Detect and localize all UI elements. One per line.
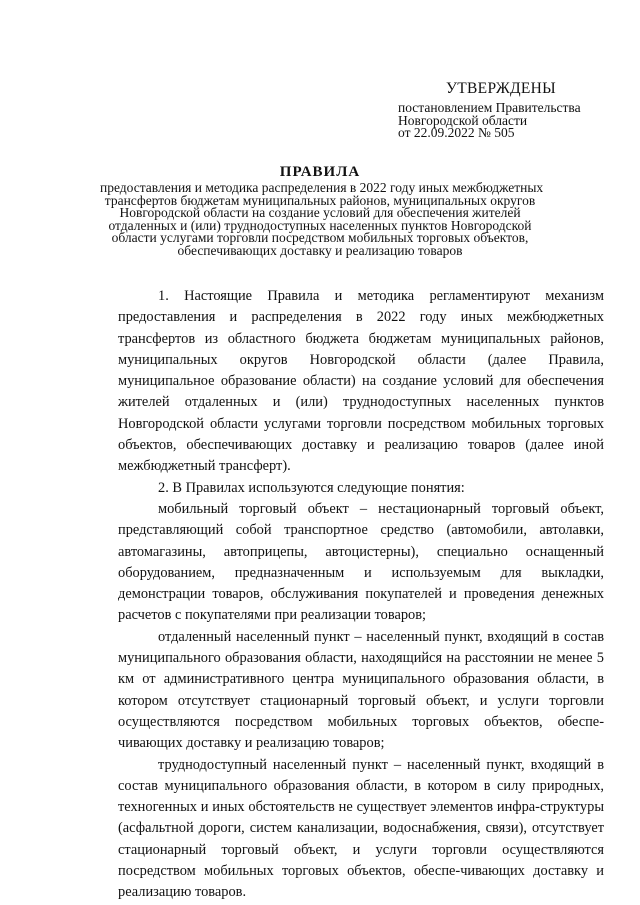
approval-line: Новгородской области (398, 112, 528, 128)
approval-heading: УТВЕРЖДЕНЫ (446, 80, 556, 97)
approval-date: от 22.09.2022 № 505 (398, 125, 515, 140)
approval-stamp (398, 80, 628, 140)
subtitle-line: области услугами торговли посредством мобильных торговых объектов, (111, 230, 529, 246)
document-subtitle (100, 180, 544, 258)
subtitle-line: отдаленных и (или) труднодоступных населенных пунктов Новгородской (108, 217, 532, 233)
definition-hard-to-reach-settlement: труднодоступный населенный пункт – населенный пункт, входящий в состав муниципального образования области, в котором в силу природных, техногенных и иных обстоятельств не существует элементов инфра-структуры (асфальтной дороги, систем канализации, водоснабжения, связи), отсутствует стационарный торговый объект, и услуги торговли осуществляются посредством мобильных торговых объектов, обеспе-чивающих доставку и реализацию товаров. (118, 756, 604, 901)
subtitle-line: обеспечивающих доставку и реализацию товаров (177, 242, 463, 258)
subtitle-line: Новгородской области на создание условий для обеспечения жителей (119, 205, 521, 221)
subtitle-line: предоставления и методика распределения в 2022 году иных межбюджетных (100, 180, 544, 195)
definition-remote-settlement: отдаленный населенный пункт – населенный пункт, входящий в состав муниципального образования области, находящийся на расстоянии не менее 5 км от административного центра муниципального образования области, в котором отсутствует стационарный торговый объект, и услуги торговли осуществляются посредством мобильных торговых объектов, обеспе-чивающих доставку и реализацию товаров; (118, 628, 604, 752)
approval-line: постановлением Правительства (398, 100, 581, 115)
document-body (118, 286, 604, 904)
paragraph-clause-2: 2. В Правилах используются следующие понятия: (158, 479, 465, 496)
definition-mobile-trade-object: мобильный торговый объект – нестационарный торговый объект, представляющий собой транспортное средство (автомобили, автолавки, автомагазины, автоприцепы, автоцистерны), специально оснащенный оборудованием, предназначенным и используемым для выкладки, демонстрации товаров, обслуживания покупателей и проведения денежных расчетов с покупателями при реализации товаров; (118, 500, 604, 624)
paragraph-clause-1: 1. Настоящие Правила и методика регламентируют механизм предоставления и распределения в 2022 году иных межбюджетных трансфертов из областного бюджета бюджетам муниципальных районов, муниципальных округов Новгородской области (далее Правила, муниципальное образование области) на создание условий для обеспечения жителей отдаленных и (или) труднодоступных населенных пунктов Новгородской области услугами торговли посредством мобильных торговых объектов, обеспечивающих доставку и реализацию товаров (далее иной межбюджетный трансферт). (118, 288, 604, 475)
subtitle-line: трансфертов бюджетам муниципальных районов, муниципальных округов (104, 192, 536, 208)
document-title: ПРАВИЛА (279, 164, 361, 180)
